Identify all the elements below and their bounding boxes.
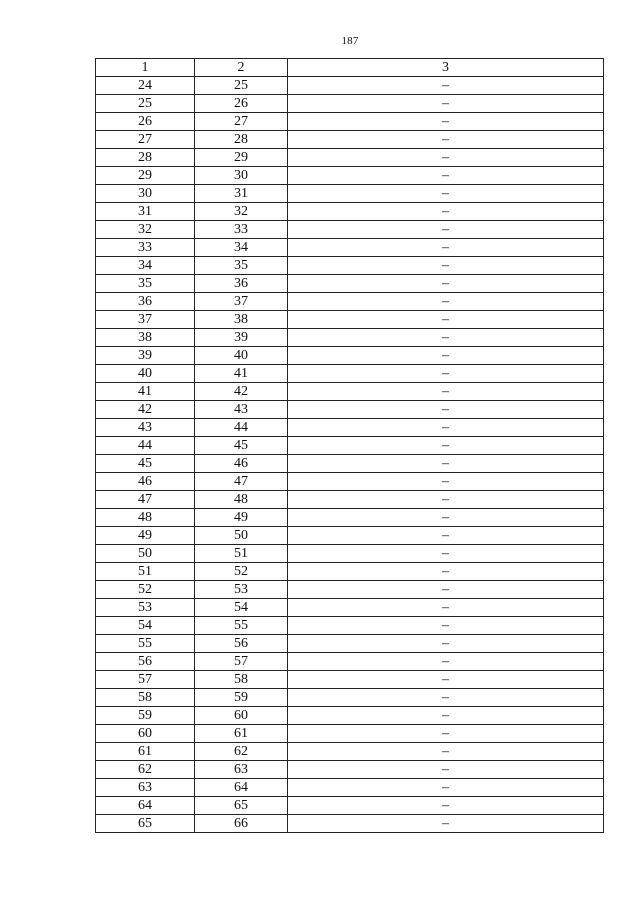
table-cell-col-2: 55 xyxy=(195,617,288,635)
table-cell-col-2: 46 xyxy=(195,455,288,473)
table-cell-col-2: 28 xyxy=(195,131,288,149)
table-row xyxy=(96,239,604,257)
table-cell-col-1: 55 xyxy=(96,635,195,653)
table-row xyxy=(96,689,604,707)
table-cell-col-3: – xyxy=(288,95,604,113)
table-cell-col-1: 30 xyxy=(96,185,195,203)
table-cell-col-1: 62 xyxy=(96,761,195,779)
column-header-3: 3 xyxy=(288,59,604,77)
table-row xyxy=(96,347,604,365)
table-cell-col-3: – xyxy=(288,725,604,743)
table-cell-col-2: 53 xyxy=(195,581,288,599)
table-cell-col-2: 37 xyxy=(195,293,288,311)
table-cell-col-3: – xyxy=(288,473,604,491)
table-cell-col-1: 48 xyxy=(96,509,195,527)
table-cell-col-3: – xyxy=(288,635,604,653)
table-cell-col-3: – xyxy=(288,707,604,725)
table-cell-col-1: 31 xyxy=(96,203,195,221)
table-cell-col-3: – xyxy=(288,779,604,797)
table-cell-col-3: – xyxy=(288,797,604,815)
table-cell-col-2: 52 xyxy=(195,563,288,581)
table-cell-col-2: 29 xyxy=(195,149,288,167)
table-cell-col-1: 52 xyxy=(96,581,195,599)
table-cell-col-2: 56 xyxy=(195,635,288,653)
table-cell-col-3: – xyxy=(288,689,604,707)
table-cell-col-2: 54 xyxy=(195,599,288,617)
table-cell-col-1: 42 xyxy=(96,401,195,419)
table-cell-col-2: 47 xyxy=(195,473,288,491)
table-cell-col-1: 54 xyxy=(96,617,195,635)
table-row xyxy=(96,581,604,599)
table-row xyxy=(96,779,604,797)
table-cell-col-3: – xyxy=(288,401,604,419)
table-row xyxy=(96,509,604,527)
table-row xyxy=(96,311,604,329)
table-cell-col-1: 43 xyxy=(96,419,195,437)
table-cell-col-1: 56 xyxy=(96,653,195,671)
table-cell-col-1: 64 xyxy=(96,797,195,815)
table-cell-col-3: – xyxy=(288,275,604,293)
table-cell-col-3: – xyxy=(288,293,604,311)
table-cell-col-1: 34 xyxy=(96,257,195,275)
table-row xyxy=(96,365,604,383)
table-cell-col-1: 63 xyxy=(96,779,195,797)
table-cell-col-1: 46 xyxy=(96,473,195,491)
table-row xyxy=(96,797,604,815)
table-row xyxy=(96,257,604,275)
table-row xyxy=(96,473,604,491)
table-cell-col-2: 42 xyxy=(195,383,288,401)
table-cell-col-3: – xyxy=(288,149,604,167)
table-cell-col-1: 61 xyxy=(96,743,195,761)
table-cell-col-3: – xyxy=(288,239,604,257)
table-cell-col-2: 38 xyxy=(195,311,288,329)
table-cell-col-2: 49 xyxy=(195,509,288,527)
table-cell-col-3: – xyxy=(288,743,604,761)
table-cell-col-1: 36 xyxy=(96,293,195,311)
table-cell-col-1: 58 xyxy=(96,689,195,707)
table-row xyxy=(96,221,604,239)
page-number: 187 xyxy=(341,35,359,47)
table-row xyxy=(96,293,604,311)
table-cell-col-3: – xyxy=(288,527,604,545)
table-row xyxy=(96,545,604,563)
column-header-2: 2 xyxy=(195,59,288,77)
table-row xyxy=(96,635,604,653)
table-cell-col-2: 35 xyxy=(195,257,288,275)
table-cell-col-1: 40 xyxy=(96,365,195,383)
table-cell-col-3: – xyxy=(288,419,604,437)
table-cell-col-1: 28 xyxy=(96,149,195,167)
table-row xyxy=(96,437,604,455)
table-cell-col-2: 45 xyxy=(195,437,288,455)
table-cell-col-2: 39 xyxy=(195,329,288,347)
table-cell-col-2: 27 xyxy=(195,113,288,131)
table-cell-col-3: – xyxy=(288,563,604,581)
table-row xyxy=(96,329,604,347)
table-row xyxy=(96,725,604,743)
table-cell-col-1: 65 xyxy=(96,815,195,833)
table-cell-col-3: – xyxy=(288,509,604,527)
table-cell-col-3: – xyxy=(288,671,604,689)
table-cell-col-1: 37 xyxy=(96,311,195,329)
table-cell-col-2: 61 xyxy=(195,725,288,743)
table-cell-col-2: 58 xyxy=(195,671,288,689)
table-cell-col-1: 38 xyxy=(96,329,195,347)
table-row xyxy=(96,131,604,149)
table-cell-col-1: 33 xyxy=(96,239,195,257)
table-cell-col-3: – xyxy=(288,599,604,617)
table-cell-col-2: 64 xyxy=(195,779,288,797)
table-cell-col-3: – xyxy=(288,131,604,149)
table-cell-col-3: – xyxy=(288,311,604,329)
table-cell-col-2: 25 xyxy=(195,77,288,95)
table-cell-col-2: 43 xyxy=(195,401,288,419)
table-cell-col-3: – xyxy=(288,257,604,275)
table-cell-col-3: – xyxy=(288,815,604,833)
table-cell-col-2: 34 xyxy=(195,239,288,257)
table-row xyxy=(96,617,604,635)
table-cell-col-2: 60 xyxy=(195,707,288,725)
table-row xyxy=(96,95,604,113)
table-row xyxy=(96,743,604,761)
table-row xyxy=(96,491,604,509)
table-row xyxy=(96,599,604,617)
table-cell-col-1: 45 xyxy=(96,455,195,473)
table-row xyxy=(96,761,604,779)
table-cell-col-2: 40 xyxy=(195,347,288,365)
table-row xyxy=(96,671,604,689)
table-cell-col-2: 65 xyxy=(195,797,288,815)
table-row xyxy=(96,419,604,437)
table-cell-col-1: 27 xyxy=(96,131,195,149)
data-table xyxy=(95,58,604,833)
table-cell-col-3: – xyxy=(288,617,604,635)
table-cell-col-2: 63 xyxy=(195,761,288,779)
table-row xyxy=(96,563,604,581)
table-cell-col-2: 59 xyxy=(195,689,288,707)
table-cell-col-2: 62 xyxy=(195,743,288,761)
table-row xyxy=(96,527,604,545)
table-cell-col-1: 24 xyxy=(96,77,195,95)
table-cell-col-2: 33 xyxy=(195,221,288,239)
table-cell-col-2: 51 xyxy=(195,545,288,563)
table-cell-col-3: – xyxy=(288,329,604,347)
table-row xyxy=(96,185,604,203)
table-cell-col-2: 32 xyxy=(195,203,288,221)
header-row xyxy=(96,59,604,77)
table-cell-col-2: 44 xyxy=(195,419,288,437)
table-header xyxy=(96,59,604,77)
table-cell-col-2: 50 xyxy=(195,527,288,545)
table-row xyxy=(96,275,604,293)
table-cell-col-3: – xyxy=(288,221,604,239)
table-row xyxy=(96,707,604,725)
table-row xyxy=(96,401,604,419)
table-cell-col-3: – xyxy=(288,653,604,671)
table-cell-col-1: 57 xyxy=(96,671,195,689)
table-row xyxy=(96,653,604,671)
table-cell-col-3: – xyxy=(288,77,604,95)
table-cell-col-3: – xyxy=(288,455,604,473)
table-cell-col-2: 36 xyxy=(195,275,288,293)
table-cell-col-2: 48 xyxy=(195,491,288,509)
table-cell-col-1: 50 xyxy=(96,545,195,563)
table-row xyxy=(96,815,604,833)
table-cell-col-1: 53 xyxy=(96,599,195,617)
table-cell-col-1: 32 xyxy=(96,221,195,239)
table-cell-col-2: 57 xyxy=(195,653,288,671)
table-cell-col-3: – xyxy=(288,437,604,455)
table-cell-col-1: 59 xyxy=(96,707,195,725)
table-cell-col-1: 44 xyxy=(96,437,195,455)
table-cell-col-3: – xyxy=(288,167,604,185)
table-cell-col-1: 39 xyxy=(96,347,195,365)
table-cell-col-3: – xyxy=(288,581,604,599)
table-cell-col-1: 60 xyxy=(96,725,195,743)
table-cell-col-2: 66 xyxy=(195,815,288,833)
table-row xyxy=(96,77,604,95)
table-cell-col-2: 26 xyxy=(195,95,288,113)
table-row xyxy=(96,383,604,401)
table-cell-col-3: – xyxy=(288,491,604,509)
table-cell-col-1: 49 xyxy=(96,527,195,545)
table-cell-col-3: – xyxy=(288,761,604,779)
table-cell-col-3: – xyxy=(288,383,604,401)
table-cell-col-1: 25 xyxy=(96,95,195,113)
table-cell-col-1: 41 xyxy=(96,383,195,401)
table-cell-col-2: 41 xyxy=(195,365,288,383)
table-cell-col-3: – xyxy=(288,203,604,221)
table-cell-col-3: – xyxy=(288,347,604,365)
table-row xyxy=(96,167,604,185)
table-cell-col-2: 31 xyxy=(195,185,288,203)
column-header-1: 1 xyxy=(96,59,195,77)
table-row xyxy=(96,149,604,167)
table-row xyxy=(96,203,604,221)
table-cell-col-1: 47 xyxy=(96,491,195,509)
table-cell-col-2: 30 xyxy=(195,167,288,185)
table-row xyxy=(96,113,604,131)
table-cell-col-1: 29 xyxy=(96,167,195,185)
table-row xyxy=(96,455,604,473)
table-body xyxy=(96,77,604,833)
table-cell-col-1: 51 xyxy=(96,563,195,581)
table-cell-col-3: – xyxy=(288,185,604,203)
table-cell-col-1: 35 xyxy=(96,275,195,293)
table-cell-col-1: 26 xyxy=(96,113,195,131)
table-cell-col-3: – xyxy=(288,365,604,383)
table-cell-col-3: – xyxy=(288,113,604,131)
table-cell-col-3: – xyxy=(288,545,604,563)
